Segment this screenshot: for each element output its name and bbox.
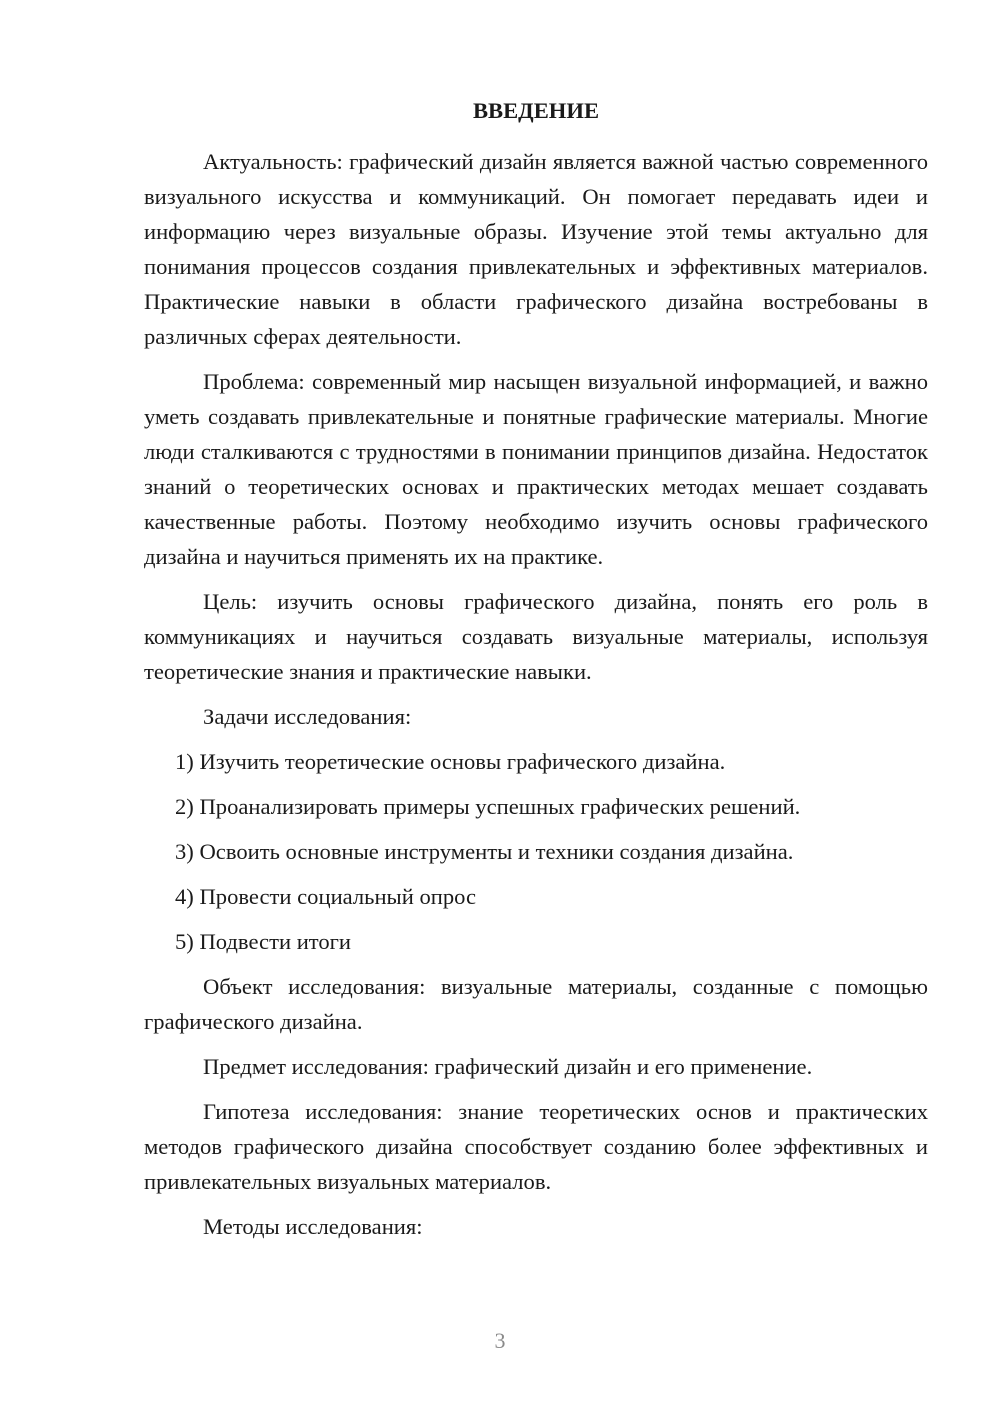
- paragraph-object: Объект исследования: визуальные материалы, созданные с помощью графического дизайна.: [144, 974, 928, 1034]
- paragraph-relevance: Актуальность: графический дизайн является важной частью современного визуального искусства и коммуникаций. Он помогает передавать идеи и информацию через визуальные образы. Изучение этой темы актуально для понимания процессов создания привлекательных и эффективных материалов. Практические навыки в области графического дизайна востребованы в различных сферах деятельности.: [144, 149, 928, 349]
- paragraph-problem: Проблема: современный мир насыщен визуальной информацией, и важно уметь создавать привлекательные и понятные графические материалы. Многие люди сталкиваются с трудностями в понимании принципов дизайна. Недостаток знаний о теоретических основах и практических методах мешает создавать качественные работы. Поэтому необходимо изучить основы графического дизайна и научиться применять их на практике.: [144, 369, 928, 569]
- paragraph-hypothesis: Гипотеза исследования: знание теоретических основ и практических методов графического дизайна способствует созданию более эффективных и привлекательных визуальных материалов.: [144, 1099, 928, 1194]
- page-content: [144, 96, 928, 1254]
- page-number: 3: [494, 1328, 506, 1353]
- list-item-task-3: 3) Освоить основные инструменты и техники создания дизайна.: [175, 839, 794, 864]
- list-item-task-4: 4) Провести социальный опрос: [175, 884, 477, 909]
- section-title: ВВЕДЕНИЕ: [472, 98, 600, 123]
- paragraph-subject: Предмет исследования: графический дизайн и его применение.: [203, 1054, 813, 1079]
- tasks-heading: Задачи исследования:: [203, 704, 412, 729]
- list-item-task-5: 5) Подвести итоги: [175, 929, 352, 954]
- paragraph-goal: Цель: изучить основы графического дизайна, понять его роль в коммуникациях и научиться создавать визуальные материалы, используя теоретические знания и практические навыки.: [144, 589, 928, 684]
- list-item-task-2: 2) Проанализировать примеры успешных графических решений.: [175, 794, 801, 819]
- methods-heading: Методы исследования:: [203, 1214, 423, 1239]
- list-item-task-1: 1) Изучить теоретические основы графического дизайна.: [175, 749, 726, 774]
- tasks-list: [144, 744, 928, 959]
